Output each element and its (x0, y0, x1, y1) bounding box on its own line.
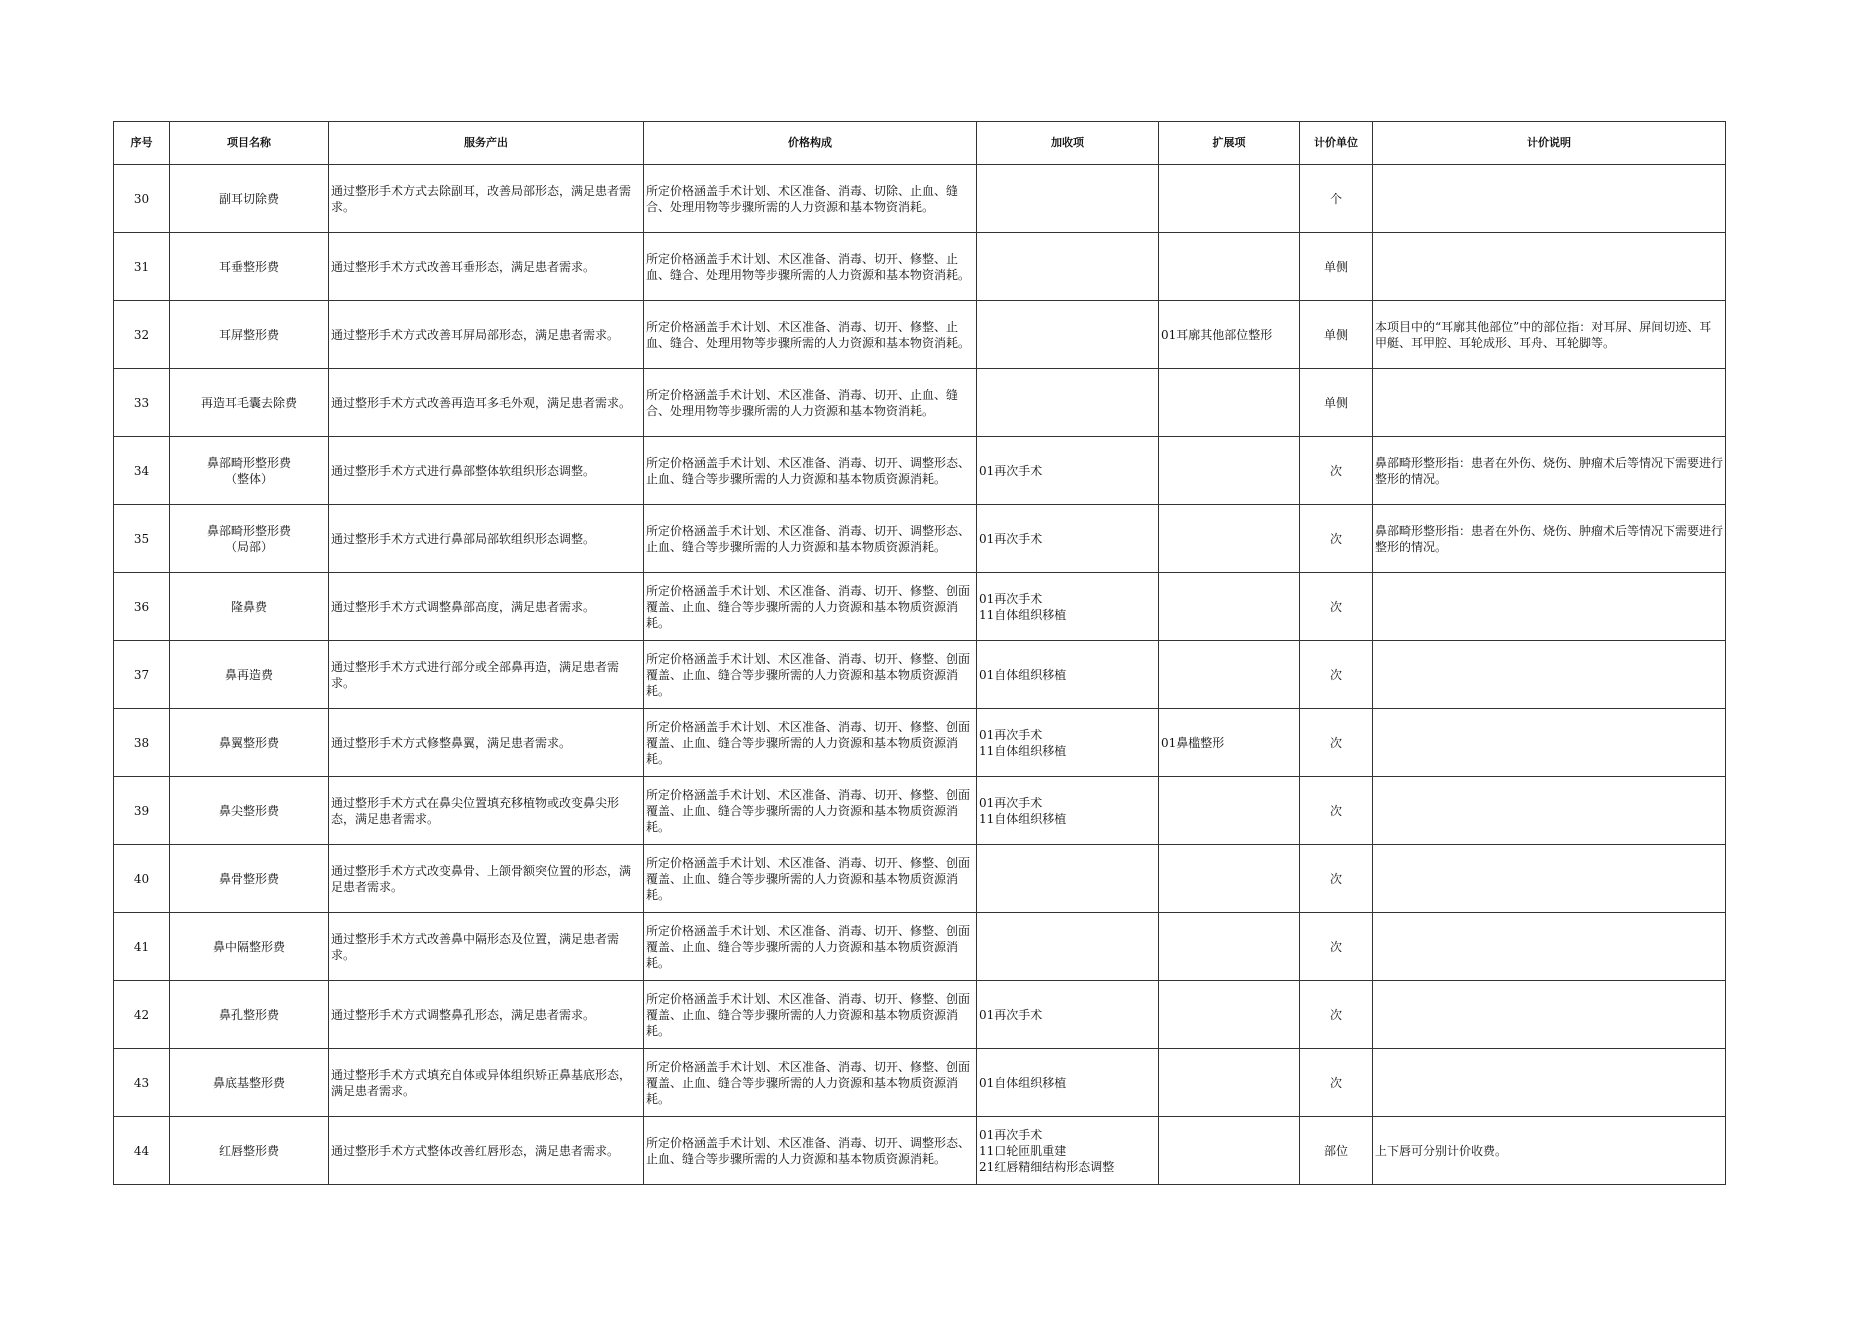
pricing-note (1373, 913, 1726, 981)
price-composition: 所定价格涵盖手术计划、术区准备、消毒、切开、修整、创面覆盖、止血、缝合等步骤所需的人力资源和基本物质资源消耗。 (644, 573, 977, 641)
table-row (114, 1117, 1726, 1185)
pricing-note: 本项目中的“耳廓其他部位”中的部位指：对耳屏、屏间切迹、耳甲艇、耳甲腔、耳轮成形、耳舟、耳轮脚等。 (1373, 301, 1726, 369)
price-composition: 所定价格涵盖手术计划、术区准备、消毒、切开、止血、缝合、处理用物等步骤所需的人力资源和基本物资消耗。 (644, 369, 977, 437)
surcharge-item (977, 913, 1159, 981)
service-output: 通过整形手术方式调整鼻部高度，满足患者需求。 (329, 573, 644, 641)
extension-item (1159, 845, 1300, 913)
service-output: 通过整形手术方式去除副耳，改善局部形态，满足患者需求。 (329, 165, 644, 233)
price-composition: 所定价格涵盖手术计划、术区准备、消毒、切除、止血、缝合、处理用物等步骤所需的人力资源和基本物资消耗。 (644, 165, 977, 233)
extension-item (1159, 777, 1300, 845)
item-name: 再造耳毛囊去除费 (170, 369, 329, 437)
row-number: 33 (114, 369, 170, 437)
header-ext: 扩展项 (1159, 122, 1300, 165)
service-output: 通过整形手术方式改善耳垂形态，满足患者需求。 (329, 233, 644, 301)
row-number: 34 (114, 437, 170, 505)
table-row (114, 1049, 1726, 1117)
table-row (114, 301, 1726, 369)
pricing-unit: 单侧 (1300, 233, 1373, 301)
extension-item (1159, 505, 1300, 573)
surcharge-item: 01再次手术 11自体组织移植 (977, 777, 1159, 845)
item-name: 鼻孔整形费 (170, 981, 329, 1049)
pricing-note (1373, 369, 1726, 437)
row-number: 43 (114, 1049, 170, 1117)
service-output: 通过整形手术方式改善鼻中隔形态及位置，满足患者需求。 (329, 913, 644, 981)
service-output: 通过整形手术方式整体改善红唇形态，满足患者需求。 (329, 1117, 644, 1185)
surcharge-item (977, 301, 1159, 369)
pricing-unit: 次 (1300, 573, 1373, 641)
pricing-note (1373, 845, 1726, 913)
item-name: 红唇整形费 (170, 1117, 329, 1185)
pricing-note (1373, 1049, 1726, 1117)
service-output: 通过整形手术方式改善耳屏局部形态，满足患者需求。 (329, 301, 644, 369)
table-row (114, 777, 1726, 845)
pricing-note (1373, 233, 1726, 301)
price-composition: 所定价格涵盖手术计划、术区准备、消毒、切开、修整、创面覆盖、止血、缝合等步骤所需的人力资源和基本物质资源消耗。 (644, 845, 977, 913)
pricing-unit: 次 (1300, 845, 1373, 913)
surcharge-item (977, 845, 1159, 913)
item-name: 隆鼻费 (170, 573, 329, 641)
surcharge-item (977, 165, 1159, 233)
price-composition: 所定价格涵盖手术计划、术区准备、消毒、切开、修整、创面覆盖、止血、缝合等步骤所需的人力资源和基本物质资源消耗。 (644, 777, 977, 845)
extension-item: 01耳廓其他部位整形 (1159, 301, 1300, 369)
pricing-unit: 部位 (1300, 1117, 1373, 1185)
price-composition: 所定价格涵盖手术计划、术区准备、消毒、切开、修整、止血、缝合、处理用物等步骤所需的人力资源和基本物资消耗。 (644, 233, 977, 301)
table-row (114, 913, 1726, 981)
service-output: 通过整形手术方式填充自体或异体组织矫正鼻基底形态，满足患者需求。 (329, 1049, 644, 1117)
table-row (114, 709, 1726, 777)
row-number: 42 (114, 981, 170, 1049)
table-row (114, 641, 1726, 709)
header-price: 价格构成 (644, 122, 977, 165)
surcharge-item: 01再次手术 11口轮匝肌重建 21红唇精细结构形态调整 (977, 1117, 1159, 1185)
item-name: 鼻尖整形费 (170, 777, 329, 845)
pricing-note (1373, 709, 1726, 777)
item-name: 鼻部畸形整形费 （局部） (170, 505, 329, 573)
item-name: 鼻底基整形费 (170, 1049, 329, 1117)
service-output: 通过整形手术方式进行鼻部整体软组织形态调整。 (329, 437, 644, 505)
table-row (114, 165, 1726, 233)
header-extra: 加收项 (977, 122, 1159, 165)
surcharge-item (977, 369, 1159, 437)
price-composition: 所定价格涵盖手术计划、术区准备、消毒、切开、调整形态、止血、缝合等步骤所需的人力资源和基本物质资源消耗。 (644, 1117, 977, 1185)
pricing-note (1373, 641, 1726, 709)
pricing-note (1373, 981, 1726, 1049)
pricing-unit: 次 (1300, 981, 1373, 1049)
row-number: 32 (114, 301, 170, 369)
row-number: 36 (114, 573, 170, 641)
row-number: 39 (114, 777, 170, 845)
pricing-note (1373, 777, 1726, 845)
extension-item (1159, 641, 1300, 709)
item-name: 鼻中隔整形费 (170, 913, 329, 981)
extension-item (1159, 1117, 1300, 1185)
row-number: 40 (114, 845, 170, 913)
pricing-unit: 单侧 (1300, 369, 1373, 437)
table-row (114, 233, 1726, 301)
pricing-unit: 次 (1300, 913, 1373, 981)
pricing-unit: 个 (1300, 165, 1373, 233)
pricing-unit: 次 (1300, 709, 1373, 777)
table-row (114, 437, 1726, 505)
table-row (114, 573, 1726, 641)
service-output: 通过整形手术方式改善再造耳多毛外观，满足患者需求。 (329, 369, 644, 437)
surcharge-item: 01再次手术 (977, 981, 1159, 1049)
price-composition: 所定价格涵盖手术计划、术区准备、消毒、切开、修整、创面覆盖、止血、缝合等步骤所需的人力资源和基本物质资源消耗。 (644, 981, 977, 1049)
table-header-row (114, 122, 1726, 165)
extension-item (1159, 1049, 1300, 1117)
item-name: 副耳切除费 (170, 165, 329, 233)
extension-item (1159, 165, 1300, 233)
item-name: 鼻再造费 (170, 641, 329, 709)
service-output: 通过整形手术方式改变鼻骨、上颌骨额突位置的形态，满足患者需求。 (329, 845, 644, 913)
header-no: 序号 (114, 122, 170, 165)
service-output: 通过整形手术方式进行鼻部局部软组织形态调整。 (329, 505, 644, 573)
pricing-unit: 次 (1300, 505, 1373, 573)
service-output: 通过整形手术方式调整鼻孔形态，满足患者需求。 (329, 981, 644, 1049)
surcharge-item: 01再次手术 (977, 505, 1159, 573)
table-row (114, 845, 1726, 913)
surcharge-item: 01再次手术 11自体组织移植 (977, 573, 1159, 641)
price-composition: 所定价格涵盖手术计划、术区准备、消毒、切开、修整、止血、缝合、处理用物等步骤所需的人力资源和基本物资消耗。 (644, 301, 977, 369)
extension-item: 01鼻槛整形 (1159, 709, 1300, 777)
item-name: 鼻翼整形费 (170, 709, 329, 777)
pricing-note: 上下唇可分别计价收费。 (1373, 1117, 1726, 1185)
surcharge-item: 01再次手术 11自体组织移植 (977, 709, 1159, 777)
extension-item (1159, 369, 1300, 437)
pricing-note: 鼻部畸形整形指：患者在外伤、烧伤、肿瘤术后等情况下需要进行整形的情况。 (1373, 505, 1726, 573)
pricing-note: 鼻部畸形整形指：患者在外伤、烧伤、肿瘤术后等情况下需要进行整形的情况。 (1373, 437, 1726, 505)
extension-item (1159, 981, 1300, 1049)
pricing-unit: 次 (1300, 777, 1373, 845)
pricing-unit: 次 (1300, 1049, 1373, 1117)
header-name: 项目名称 (170, 122, 329, 165)
price-composition: 所定价格涵盖手术计划、术区准备、消毒、切开、修整、创面覆盖、止血、缝合等步骤所需的人力资源和基本物质资源消耗。 (644, 641, 977, 709)
pricing-unit: 单侧 (1300, 301, 1373, 369)
item-name: 耳垂整形费 (170, 233, 329, 301)
surcharge-item (977, 233, 1159, 301)
extension-item (1159, 437, 1300, 505)
table-body (114, 165, 1726, 1185)
item-name: 耳屏整形费 (170, 301, 329, 369)
surcharge-item: 01自体组织移植 (977, 641, 1159, 709)
table-row (114, 505, 1726, 573)
item-name: 鼻部畸形整形费 （整体） (170, 437, 329, 505)
price-composition: 所定价格涵盖手术计划、术区准备、消毒、切开、修整、创面覆盖、止血、缝合等步骤所需的人力资源和基本物质资源消耗。 (644, 913, 977, 981)
row-number: 30 (114, 165, 170, 233)
table-row (114, 369, 1726, 437)
service-output: 通过整形手术方式修整鼻翼，满足患者需求。 (329, 709, 644, 777)
header-note: 计价说明 (1373, 122, 1726, 165)
pricing-unit: 次 (1300, 437, 1373, 505)
surcharge-item: 01再次手术 (977, 437, 1159, 505)
pricing-note (1373, 573, 1726, 641)
header-unit: 计价单位 (1300, 122, 1373, 165)
surcharge-item: 01自体组织移植 (977, 1049, 1159, 1117)
row-number: 37 (114, 641, 170, 709)
price-composition: 所定价格涵盖手术计划、术区准备、消毒、切开、修整、创面覆盖、止血、缝合等步骤所需的人力资源和基本物质资源消耗。 (644, 1049, 977, 1117)
price-table (113, 121, 1726, 1185)
table-row (114, 981, 1726, 1049)
header-output: 服务产出 (329, 122, 644, 165)
pricing-note (1373, 165, 1726, 233)
service-output: 通过整形手术方式在鼻尖位置填充移植物或改变鼻尖形态，满足患者需求。 (329, 777, 644, 845)
price-composition: 所定价格涵盖手术计划、术区准备、消毒、切开、修整、创面覆盖、止血、缝合等步骤所需的人力资源和基本物质资源消耗。 (644, 709, 977, 777)
row-number: 38 (114, 709, 170, 777)
pricing-unit: 次 (1300, 641, 1373, 709)
row-number: 31 (114, 233, 170, 301)
row-number: 44 (114, 1117, 170, 1185)
item-name: 鼻骨整形费 (170, 845, 329, 913)
extension-item (1159, 573, 1300, 641)
extension-item (1159, 913, 1300, 981)
extension-item (1159, 233, 1300, 301)
row-number: 41 (114, 913, 170, 981)
price-composition: 所定价格涵盖手术计划、术区准备、消毒、切开、调整形态、止血、缝合等步骤所需的人力资源和基本物质资源消耗。 (644, 505, 977, 573)
price-composition: 所定价格涵盖手术计划、术区准备、消毒、切开、调整形态、止血、缝合等步骤所需的人力资源和基本物质资源消耗。 (644, 437, 977, 505)
row-number: 35 (114, 505, 170, 573)
service-output: 通过整形手术方式进行部分或全部鼻再造，满足患者需求。 (329, 641, 644, 709)
